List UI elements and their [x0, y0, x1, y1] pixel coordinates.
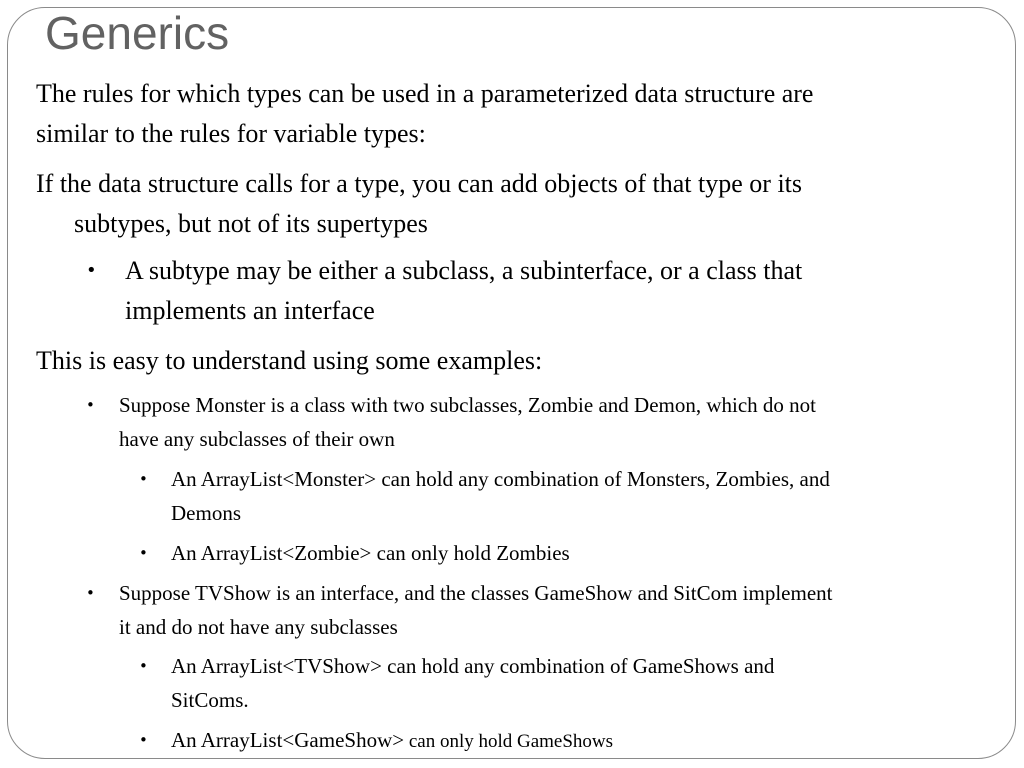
paragraph-rules-intro-line2: similar to the rules for variable types:: [36, 119, 426, 148]
item-arraylist-tvshow-line1: An ArrayList<TVShow> can hold any combination of GameShows and: [171, 654, 775, 678]
bullet-monster-example: •: [86, 396, 95, 414]
bullet-arraylist-zombie: •: [139, 544, 148, 562]
paragraph-subtype-rule-line2: subtypes, but not of its supertypes: [74, 209, 428, 238]
bullet-arraylist-monster: •: [139, 470, 148, 488]
paragraph-rules-intro: [36, 74, 986, 154]
slide-title: Generics: [45, 7, 230, 59]
item-tvshow-example-line1: Suppose TVShow is an interface, and the classes GameShow and SitCom implement: [119, 581, 833, 605]
item-monster-example: [119, 388, 999, 456]
item-subtype-definition-line2: implements an interface: [125, 296, 375, 325]
item-monster-example-line1: Suppose Monster is a class with two subclasses, Zombie and Demon, which do not: [119, 393, 816, 417]
item-tvshow-example-line2: it and do not have any subclasses: [119, 615, 398, 639]
item-arraylist-zombie: An ArrayList<Zombie> can only hold Zombies: [171, 541, 570, 565]
item-arraylist-gameshow: [171, 723, 1001, 759]
bullet-subtype-definition: •: [86, 260, 97, 281]
item-arraylist-monster: [171, 462, 1001, 530]
item-arraylist-gameshow-tail: can only hold GameShows: [404, 731, 614, 752]
item-arraylist-monster-line1: An ArrayList<Monster> can hold any combination of Monsters, Zombies, and: [171, 467, 830, 491]
item-arraylist-tvshow-line2: SitComs.: [171, 688, 249, 712]
paragraph-subtype-rule-line1: If the data structure calls for a type, you can add objects of that type or its: [36, 169, 803, 198]
item-arraylist-tvshow: [171, 649, 1001, 717]
paragraph-rules-intro-line1: The rules for which types can be used in a parameterized data structure are: [36, 79, 814, 108]
bullet-tvshow-example: •: [86, 584, 95, 602]
item-subtype-definition-line1: A subtype may be either a subclass, a subinterface, or a class that: [125, 256, 803, 285]
item-arraylist-gameshow-main: An ArrayList<GameShow>: [171, 728, 405, 752]
item-tvshow-example: [119, 576, 999, 644]
paragraph-subtype-rule: [36, 164, 986, 244]
item-monster-example-line2: have any subclasses of their own: [119, 427, 395, 451]
bullet-arraylist-gameshow: •: [139, 731, 148, 749]
paragraph-examples-intro: This is easy to understand using some examples:: [36, 346, 543, 375]
bullet-arraylist-tvshow: •: [139, 657, 148, 675]
item-subtype-definition: [125, 251, 955, 331]
item-arraylist-monster-line2: Demons: [171, 501, 241, 525]
